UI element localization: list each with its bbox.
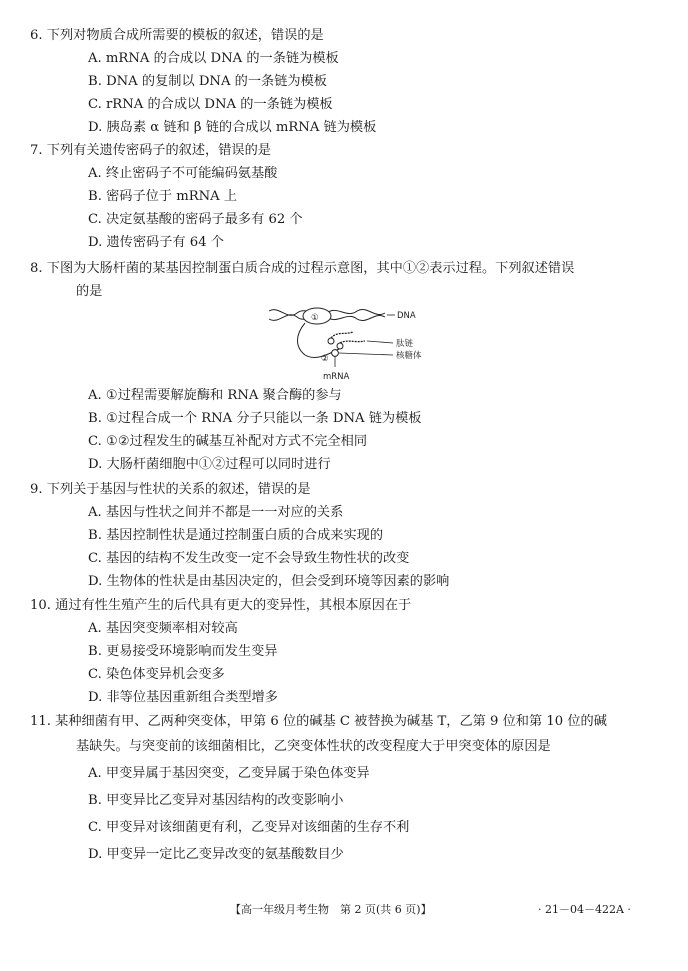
question-7-option-c: C. 决定氨基酸的密码子最多有 62 个 bbox=[88, 212, 303, 227]
question-9-option-a: A. 基因与性状之间并不都是一一对应的关系 bbox=[88, 505, 344, 520]
peptide-chain-2 bbox=[340, 341, 365, 343]
question-6-option-b: B. DNA 的复制以 DNA 的一条链为模板 bbox=[88, 74, 327, 89]
question-10-stem: 10. 通过有性生殖产生的后代具有更大的变异性，其根本原因在于 bbox=[30, 598, 412, 613]
question-11-option-c: C. 甲变异对该细菌更有利，乙变异对该细菌的生存不利 bbox=[88, 820, 410, 835]
question-11-option-d: D. 甲变异一定比乙变异改变的氨基酸数目少 bbox=[88, 847, 344, 862]
question-8-stem-continued: 的是 bbox=[76, 284, 103, 299]
mrna-label: mRNA bbox=[323, 372, 350, 382]
process-2-label: ② bbox=[321, 354, 329, 364]
question-10-option-c: C. 染色体变异机会变多 bbox=[88, 667, 225, 682]
question-6-stem: 6. 下列对物质合成所需要的模板的叙述，错误的是 bbox=[30, 28, 324, 43]
question-7-option-d: D. 遗传密码子有 64 个 bbox=[88, 235, 224, 250]
ribosome-2 bbox=[337, 343, 343, 349]
question-8-option-c: C. ①②过程发生的碱基互补配对方式不完全相同 bbox=[88, 434, 368, 449]
question-10-option-d: D. 非等位基因重新组合类型增多 bbox=[88, 690, 278, 705]
question-8-option-d: D. 大肠杆菌细胞中①②过程可以同时进行 bbox=[88, 457, 331, 472]
question-11-stem: 11. 某种细菌有甲、乙两种突变体，甲第 6 位的碱基 C 被替换为碱基 T，乙第 9 位和第 10 位的碱 bbox=[30, 714, 607, 729]
ribosome-label: 核糖体 bbox=[396, 351, 422, 361]
question-6-option-d: D. 胰岛素 α 链和 β 链的合成以 mRNA 链为模板 bbox=[88, 120, 377, 135]
question-6-option-a: A. mRNA 的合成以 DNA 的一条链为模板 bbox=[88, 51, 339, 66]
page-footer-code: · 21－04－422A · bbox=[538, 903, 631, 916]
transcription-translation-diagram bbox=[265, 305, 435, 385]
question-11-option-a: A. 甲变异属于基因突变，乙变异属于染色体变异 bbox=[88, 766, 370, 781]
question-11-stem-continued: 基缺失。与突变前的该细菌相比，乙突变体性状的改变程度大于甲突变体的原因是 bbox=[76, 739, 551, 754]
question-8-option-a: A. ①过程需要解旋酶和 RNA 聚合酶的参与 bbox=[88, 388, 342, 403]
question-8-option-b: B. ①过程合成一个 RNA 分子只能以一条 DNA 链为模板 bbox=[88, 411, 422, 426]
question-7-option-a: A. 终止密码子不可能编码氨基酸 bbox=[88, 166, 278, 181]
page-footer-label: 【高一年级月考生物 第 2 页(共 6 页)】 bbox=[230, 903, 432, 916]
question-9-option-d: D. 生物体的性状是由基因决定的，但会受到环境等因素的影响 bbox=[88, 574, 450, 589]
process-1-label: ① bbox=[311, 313, 319, 323]
question-9-stem: 9. 下列关于基因与性状的关系的叙述，错误的是 bbox=[30, 482, 311, 497]
ribosome-3 bbox=[332, 350, 339, 357]
question-8-stem: 8. 下图为大肠杆菌的某基因控制蛋白质合成的过程示意图，其中①②表示过程。下列叙述错误 bbox=[30, 261, 575, 276]
question-9-option-c: C. 基因的结构不发生改变一定不会导致生物性状的改变 bbox=[88, 551, 410, 566]
question-7-option-b: B. 密码子位于 mRNA 上 bbox=[88, 189, 238, 204]
question-10-option-a: A. 基因突变频率相对较高 bbox=[88, 621, 238, 636]
dna-label: DNA bbox=[397, 311, 416, 321]
peptide-chain-1 bbox=[331, 332, 353, 338]
question-6-option-c: C. rRNA 的合成以 DNA 的一条链为模板 bbox=[88, 97, 333, 112]
question-10-option-b: B. 更易接受环境影响而发生变异 bbox=[88, 644, 278, 659]
ribosome-1 bbox=[328, 338, 334, 344]
question-9-option-b: B. 基因控制性状是通过控制蛋白质的合成来实现的 bbox=[88, 528, 384, 543]
question-11-option-b: B. 甲变异比乙变异对基因结构的改变影响小 bbox=[88, 793, 344, 808]
peptide-label: 肽链 bbox=[396, 339, 414, 349]
question-7-stem: 7. 下列有关遗传密码子的叙述，错误的是 bbox=[30, 143, 271, 158]
